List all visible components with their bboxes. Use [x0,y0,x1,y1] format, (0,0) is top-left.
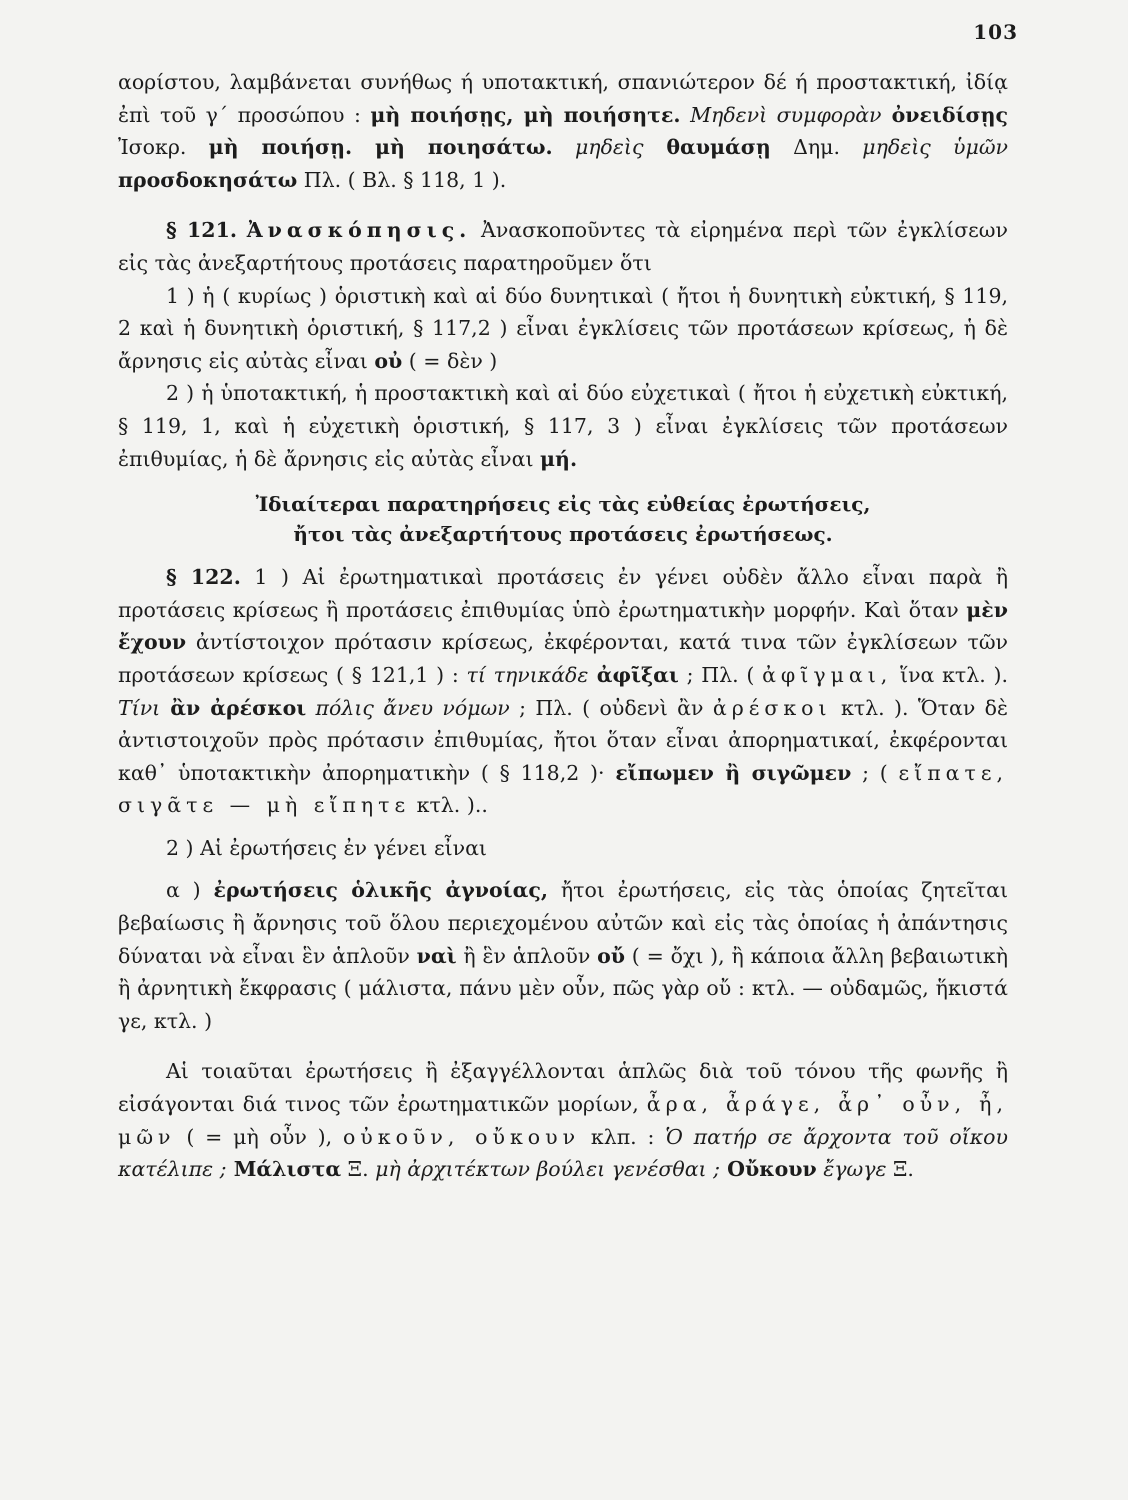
bold-run: οὔ [597,943,626,968]
text-run: ἤτοι ἐρωτήσεις, εἰς τὰς ὁποίας ζητεῖται βεβαίωσις ἢ ἄρνησις τοῦ ὅλου περιεχομένου αὐτῶν καὶ εἰς τὰς ὁποίας ἡ ἀπάντησις δύναται νὰ εἶναι ἓν ἁπλοῦν [118,878,1008,968]
bold-run: ἐρωτήσεις ὁλικῆς ἀγνοίας, [213,878,548,903]
section-number: § 121. [166,218,237,243]
bold-run: ἂν ἀρέσκοι [160,695,307,720]
spaced-run: ἀρέσκοι [712,695,832,720]
section-122-point-a [118,874,1008,1037]
text-run: κτλ. ).. [410,793,488,818]
text-run: ; ( [851,760,899,785]
section-122-point-2 [118,832,1008,865]
text-run: Ἀνασκοποῦντες τὰ εἰρημένα περὶ τῶν ἐγκλίσεων εἰς τὰς ἀνεξαρτήτους προτάσεις παρατηροῦμεν ὅτι [118,218,1008,275]
text-run: ( = ὄχι ), ἢ κάποια ἄλλη βεβαιωτικὴ ἢ ἀρνητικὴ ἔκφρασις ( μάλιστα, πάνυ μὲν οὖν, πῶς γὰρ οὔ : κτλ. — οὐδαμῶς, ἥκιστά γε, κτλ. ) [118,943,1009,1033]
section-121-point-1 [118,280,1008,378]
text-run: Ξ. [886,1157,914,1182]
spaced-run: ἆρα, ἆράγε, ἆρ᾽ οὖν, ἦ, μῶν [118,1092,1008,1149]
text-run: ἢ ἓν ἁπλοῦν [456,943,598,968]
text-run: ; Πλ. ( οὐδενὶ ἂν [509,695,713,720]
section-122 [118,561,1008,822]
bold-run: ὀνειδίσῃς [881,102,1008,127]
text-run: ; Πλ. ( [678,662,763,687]
subheading-line-2: ἤτοι τὰς ἀνεξαρτήτους προτάσεις ἐρωτήσεως. [293,522,833,547]
bold-run: προσδοκησάτω [118,167,298,192]
italic-run: Ὁ πατήρ σε ἄρχοντα τοῦ οἴκου κατέλιπε ; [118,1124,1008,1182]
text-run: 1 ) Αἱ ἐρωτηματικαὶ προτάσεις ἐν γένει οὐδὲν ἄλλο εἶναι παρὰ ἢ προτάσεις κρίσεως ἢ προτάσεις ἐπιθυμίας ὑπὸ ἐρωτηματικὴν μορφήν. Καὶ ὅταν [118,565,1008,622]
text-run: Δημ. [770,135,863,160]
bold-run: ναὶ [416,943,457,968]
italic-run: πόλις ἄνευ νόμων [306,695,510,720]
paragraph-aorist-note [118,66,1008,196]
italic-run: μὴ ἀρχιτέκτων βούλει γενέσθαι ; [375,1157,720,1182]
subheading-line-1: Ἰδιαίτεραι παρατηρήσεις εἰς τὰς εὐθείας ἐρωτήσεις, [255,492,871,517]
text-run: κλπ. : [580,1124,666,1149]
bold-run: μὲν ἔχουν [118,597,1008,655]
text-run: Ἰσοκρ. [118,135,209,160]
text-run: 2 ) Αἱ ἐρωτήσεις ἐν γένει εἶναι [166,835,487,860]
text-run: Ξ. [341,1157,376,1182]
section-title: Ἀνασκόπησις. [246,218,472,243]
text-run: 2 ) ἡ ὑποτακτική, ἡ προστακτικὴ καὶ αἱ δύο εὐχετικαὶ ( ἤτοι ἡ εὐχετικὴ εὐκτική, § 119, 1, καὶ ἡ εὐχετικὴ ὁριστική, § 117, 3 ) εἶναι ἐγκλίσεις τῶν προτάσεων ἐπιθυμίας, ἡ δὲ ἄρνησις εἰς αὐτὰς εἶναι [118,381,1008,471]
page-body [118,66,1008,1186]
text-run: Αἱ τοιαῦται ἐρωτήσεις ἢ ἐξαγγέλλονται ἁπλῶς διὰ τοῦ τόνου τῆς φωνῆς ἢ εἰσάγονται διά τινος τῶν ἐρωτηματικῶν μορίων, [118,1059,1008,1117]
page-number: 103 [973,20,1018,44]
text-run: ( = μὴ οὖν ), [175,1124,343,1149]
subheading [118,489,1008,549]
section-121-point-2 [118,377,1008,475]
bold-run: θαυμάσῃ [643,135,771,160]
italic-run: Τίνι [118,695,161,720]
bold-run: οὐ [374,348,403,373]
italic-run: μηδεὶς ὑμῶν [862,135,1009,160]
bold-run: μή. [540,446,578,471]
bold-run: εἴπωμεν ἢ σιγῶμεν [615,760,852,785]
bold-run: Οὔκουν [720,1157,817,1182]
italic-run: τί τηνικάδε [466,662,589,687]
text-run: ἀντίστοιχον πρότασιν κρίσεως, ἐκφέρονται, κατά τινα τῶν ἐγκλίσεων τῶν προτάσεων κρίσεως ( § 121,1 ) : [118,630,1008,687]
text-run: αορίστου, λαμβάνεται συνήθως ή υποτακτική, σπανιώτερον δέ ή προστακτική, ἰδίᾳ ἐπὶ τοῦ γ΄ προσώπου : [118,70,1008,127]
text-run: κτλ. ). Ὅταν δὲ ἀντιστοιχοῦν πρὸς πρότασιν ἐπιθυμίας, ἤτοι ὅταν εἶναι ἀπορηματικαί, ἐκφέρονται καθ᾽ ὑποτακτικὴν ἀπορηματικὴν ( § 118,2 )· [118,695,1009,785]
section-122-particles [118,1055,1008,1185]
bold-run: ἀφῖξαι [588,662,679,687]
bold-run: Μάλιστα [226,1157,342,1182]
text-run: α ) [166,878,214,903]
spaced-run: ἀφῖγμαι, [762,662,893,687]
bold-run: μὴ ποιήσῃς, μὴ ποιήσητε. [370,102,681,127]
italic-run: Μηδενὶ συμφορὰν [680,102,882,127]
text-run: Πλ. ( Βλ. § 118, 1 ). [297,167,507,192]
italic-run: ἔγωγε [816,1157,887,1182]
spaced-run: εἴπατε, σιγᾶτε — μὴ εἴπητε [118,760,1008,818]
section-number: § 122. [166,565,241,590]
bold-run: μὴ ποιήσῃ. μὴ ποιησάτω. [208,135,553,160]
italic-run: μηδεὶς [552,135,644,160]
spaced-run: οὐκοῦν, οὔκουν [342,1124,581,1149]
section-121 [118,214,1008,279]
text-run: 1 ) ἡ ( κυρίως ) ὁριστικὴ καὶ αἱ δύο δυνητικαὶ ( ἤτοι ἡ δυνητικὴ εὐκτική, § 119, 2 καὶ ἡ δυνητικὴ ὁριστική, § 117,2 ) εἶναι ἐγκλίσεις τῶν προτάσεων κρίσεως, ἡ δὲ ἄρνησις εἰς αὐτὰς εἶναι [118,283,1008,373]
text-run: ἵνα κτλ. ). [892,662,1009,687]
text-run: ( = δὲν ) [402,348,498,373]
